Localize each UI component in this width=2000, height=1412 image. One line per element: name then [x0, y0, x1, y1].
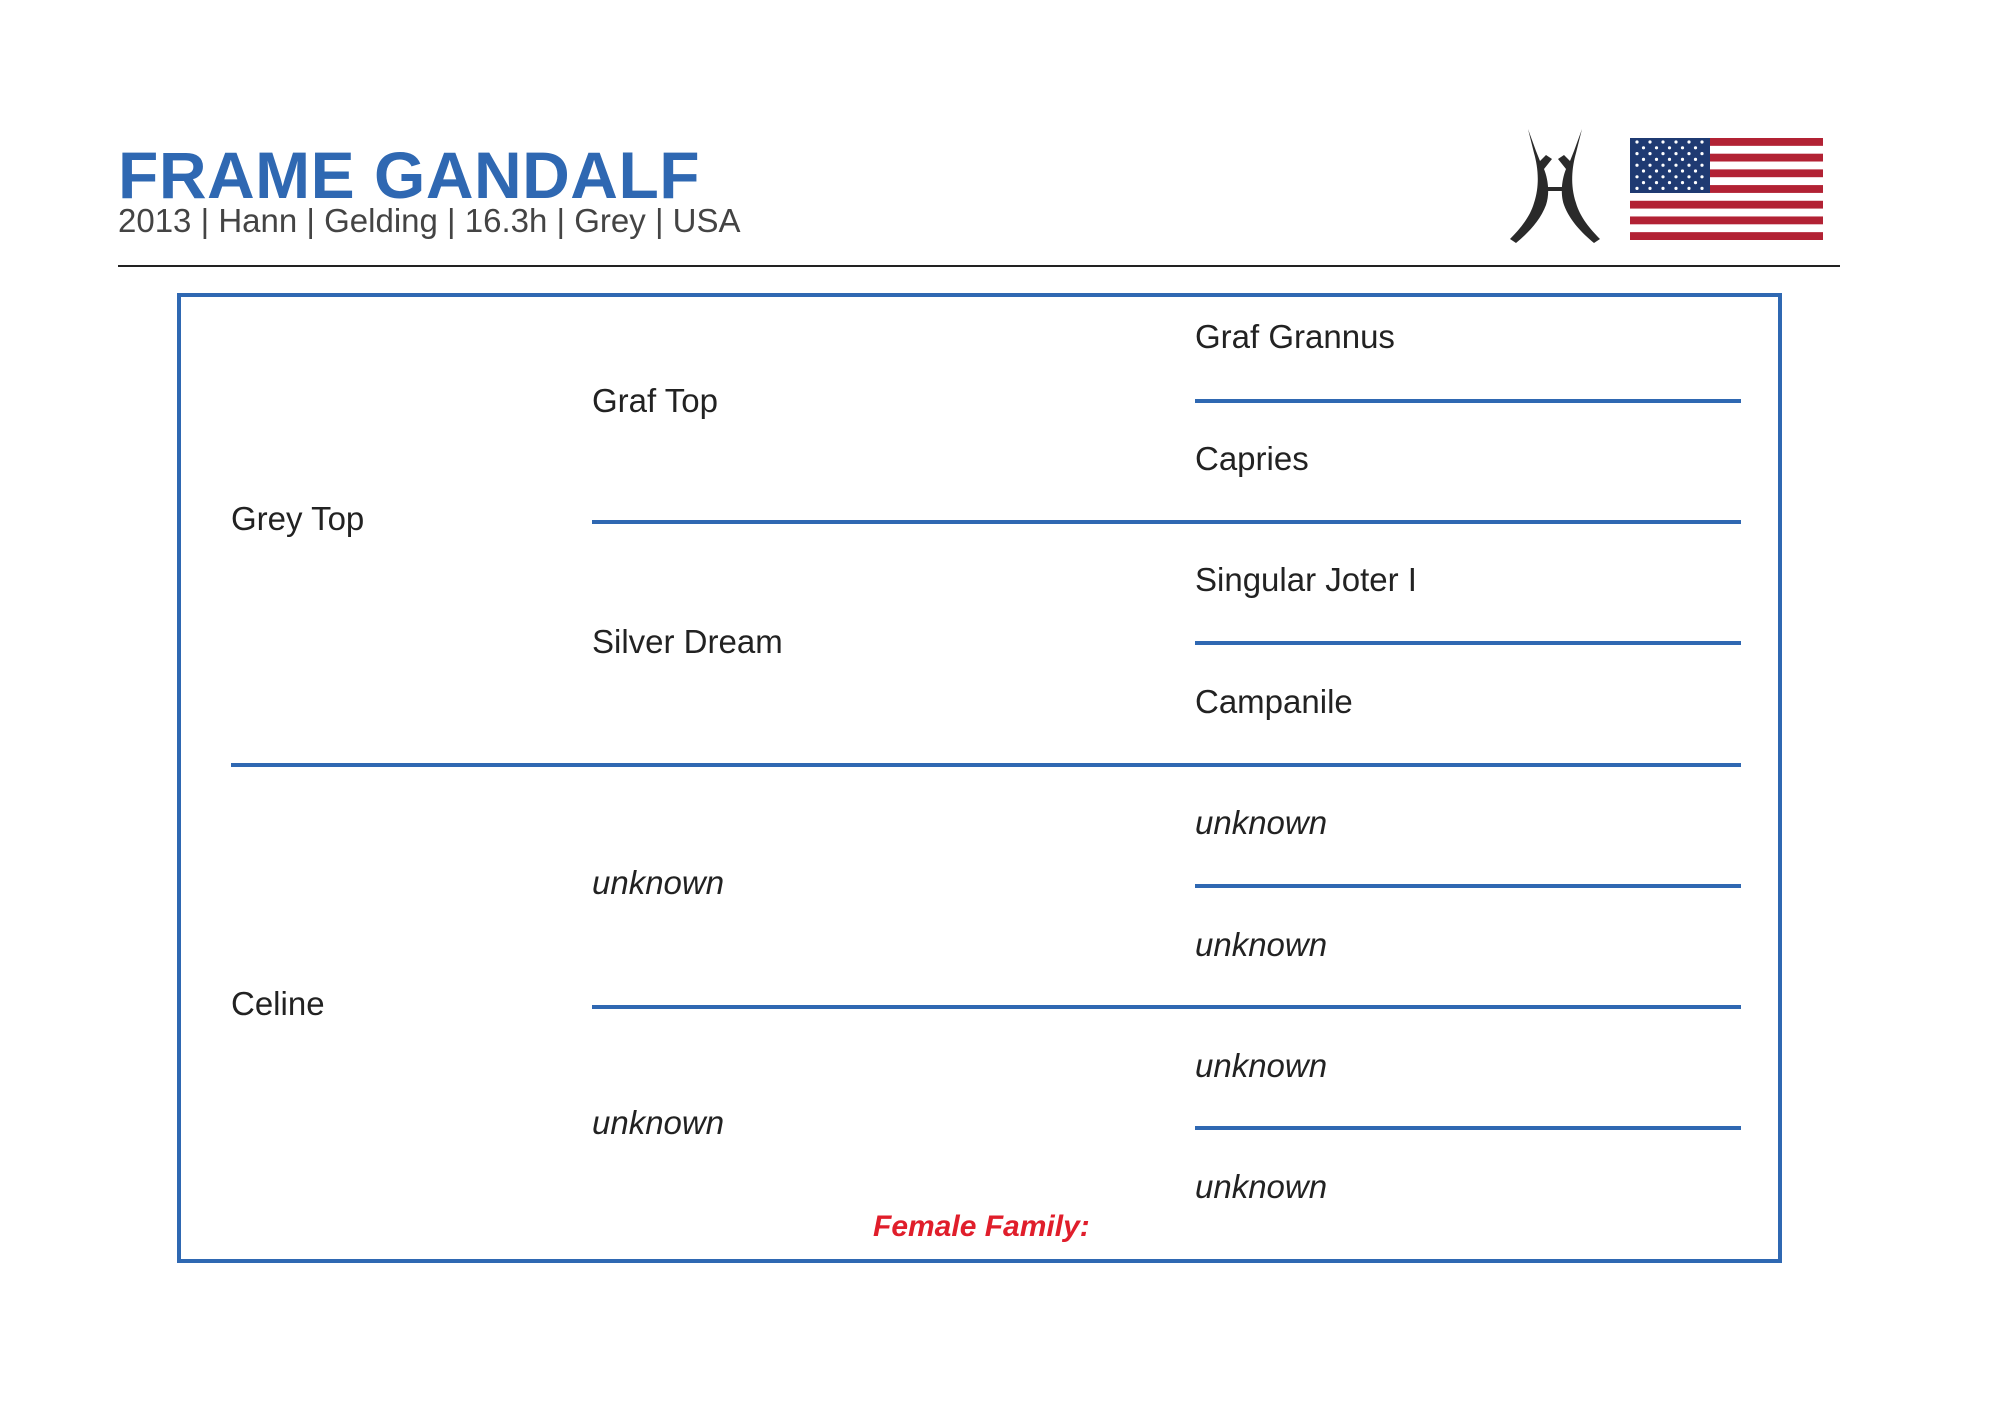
sire-sire-sire-name: Graf Grannus	[1195, 318, 1395, 355]
dam-side-divider	[592, 1005, 1741, 1009]
female-family-label: Female Family:	[873, 1210, 1090, 1243]
gen3-divider-3	[1195, 884, 1741, 888]
dam-dam-name: unknown	[592, 1104, 725, 1141]
dam-sire-dam-name: unknown	[1195, 926, 1328, 963]
gen3-divider-2	[1195, 641, 1741, 645]
sire-sire-dam-name: Capries	[1195, 440, 1309, 477]
sire-sire-name: Graf Top	[592, 382, 718, 419]
sire-dam-divider	[231, 763, 1741, 767]
gen3-divider-4	[1195, 1126, 1741, 1130]
usa-flag-icon	[1630, 138, 1823, 240]
header-divider	[118, 265, 1840, 267]
horse-heads-logo-icon	[1500, 125, 1610, 245]
sire-dam-sire-name: Singular Joter I	[1195, 561, 1417, 598]
dam-sire-sire-name: unknown	[1195, 804, 1328, 841]
horse-details-subtitle: 2013 | Hann | Gelding | 16.3h | Grey | USA	[118, 202, 741, 239]
sire-dam-dam-name: Campanile	[1195, 683, 1353, 720]
gen3-divider-1	[1195, 399, 1741, 403]
sire-name: Grey Top	[231, 500, 365, 537]
horse-name-title: FRAME GANDALF	[118, 138, 701, 212]
dam-dam-sire-name: unknown	[1195, 1047, 1328, 1084]
pedigree-chart	[177, 293, 1782, 1263]
sire-dam-name: Silver Dream	[592, 623, 783, 660]
dam-name: Celine	[231, 985, 325, 1022]
dam-dam-dam-name: unknown	[1195, 1168, 1328, 1205]
sire-side-divider	[592, 520, 1741, 524]
dam-sire-name: unknown	[592, 864, 725, 901]
